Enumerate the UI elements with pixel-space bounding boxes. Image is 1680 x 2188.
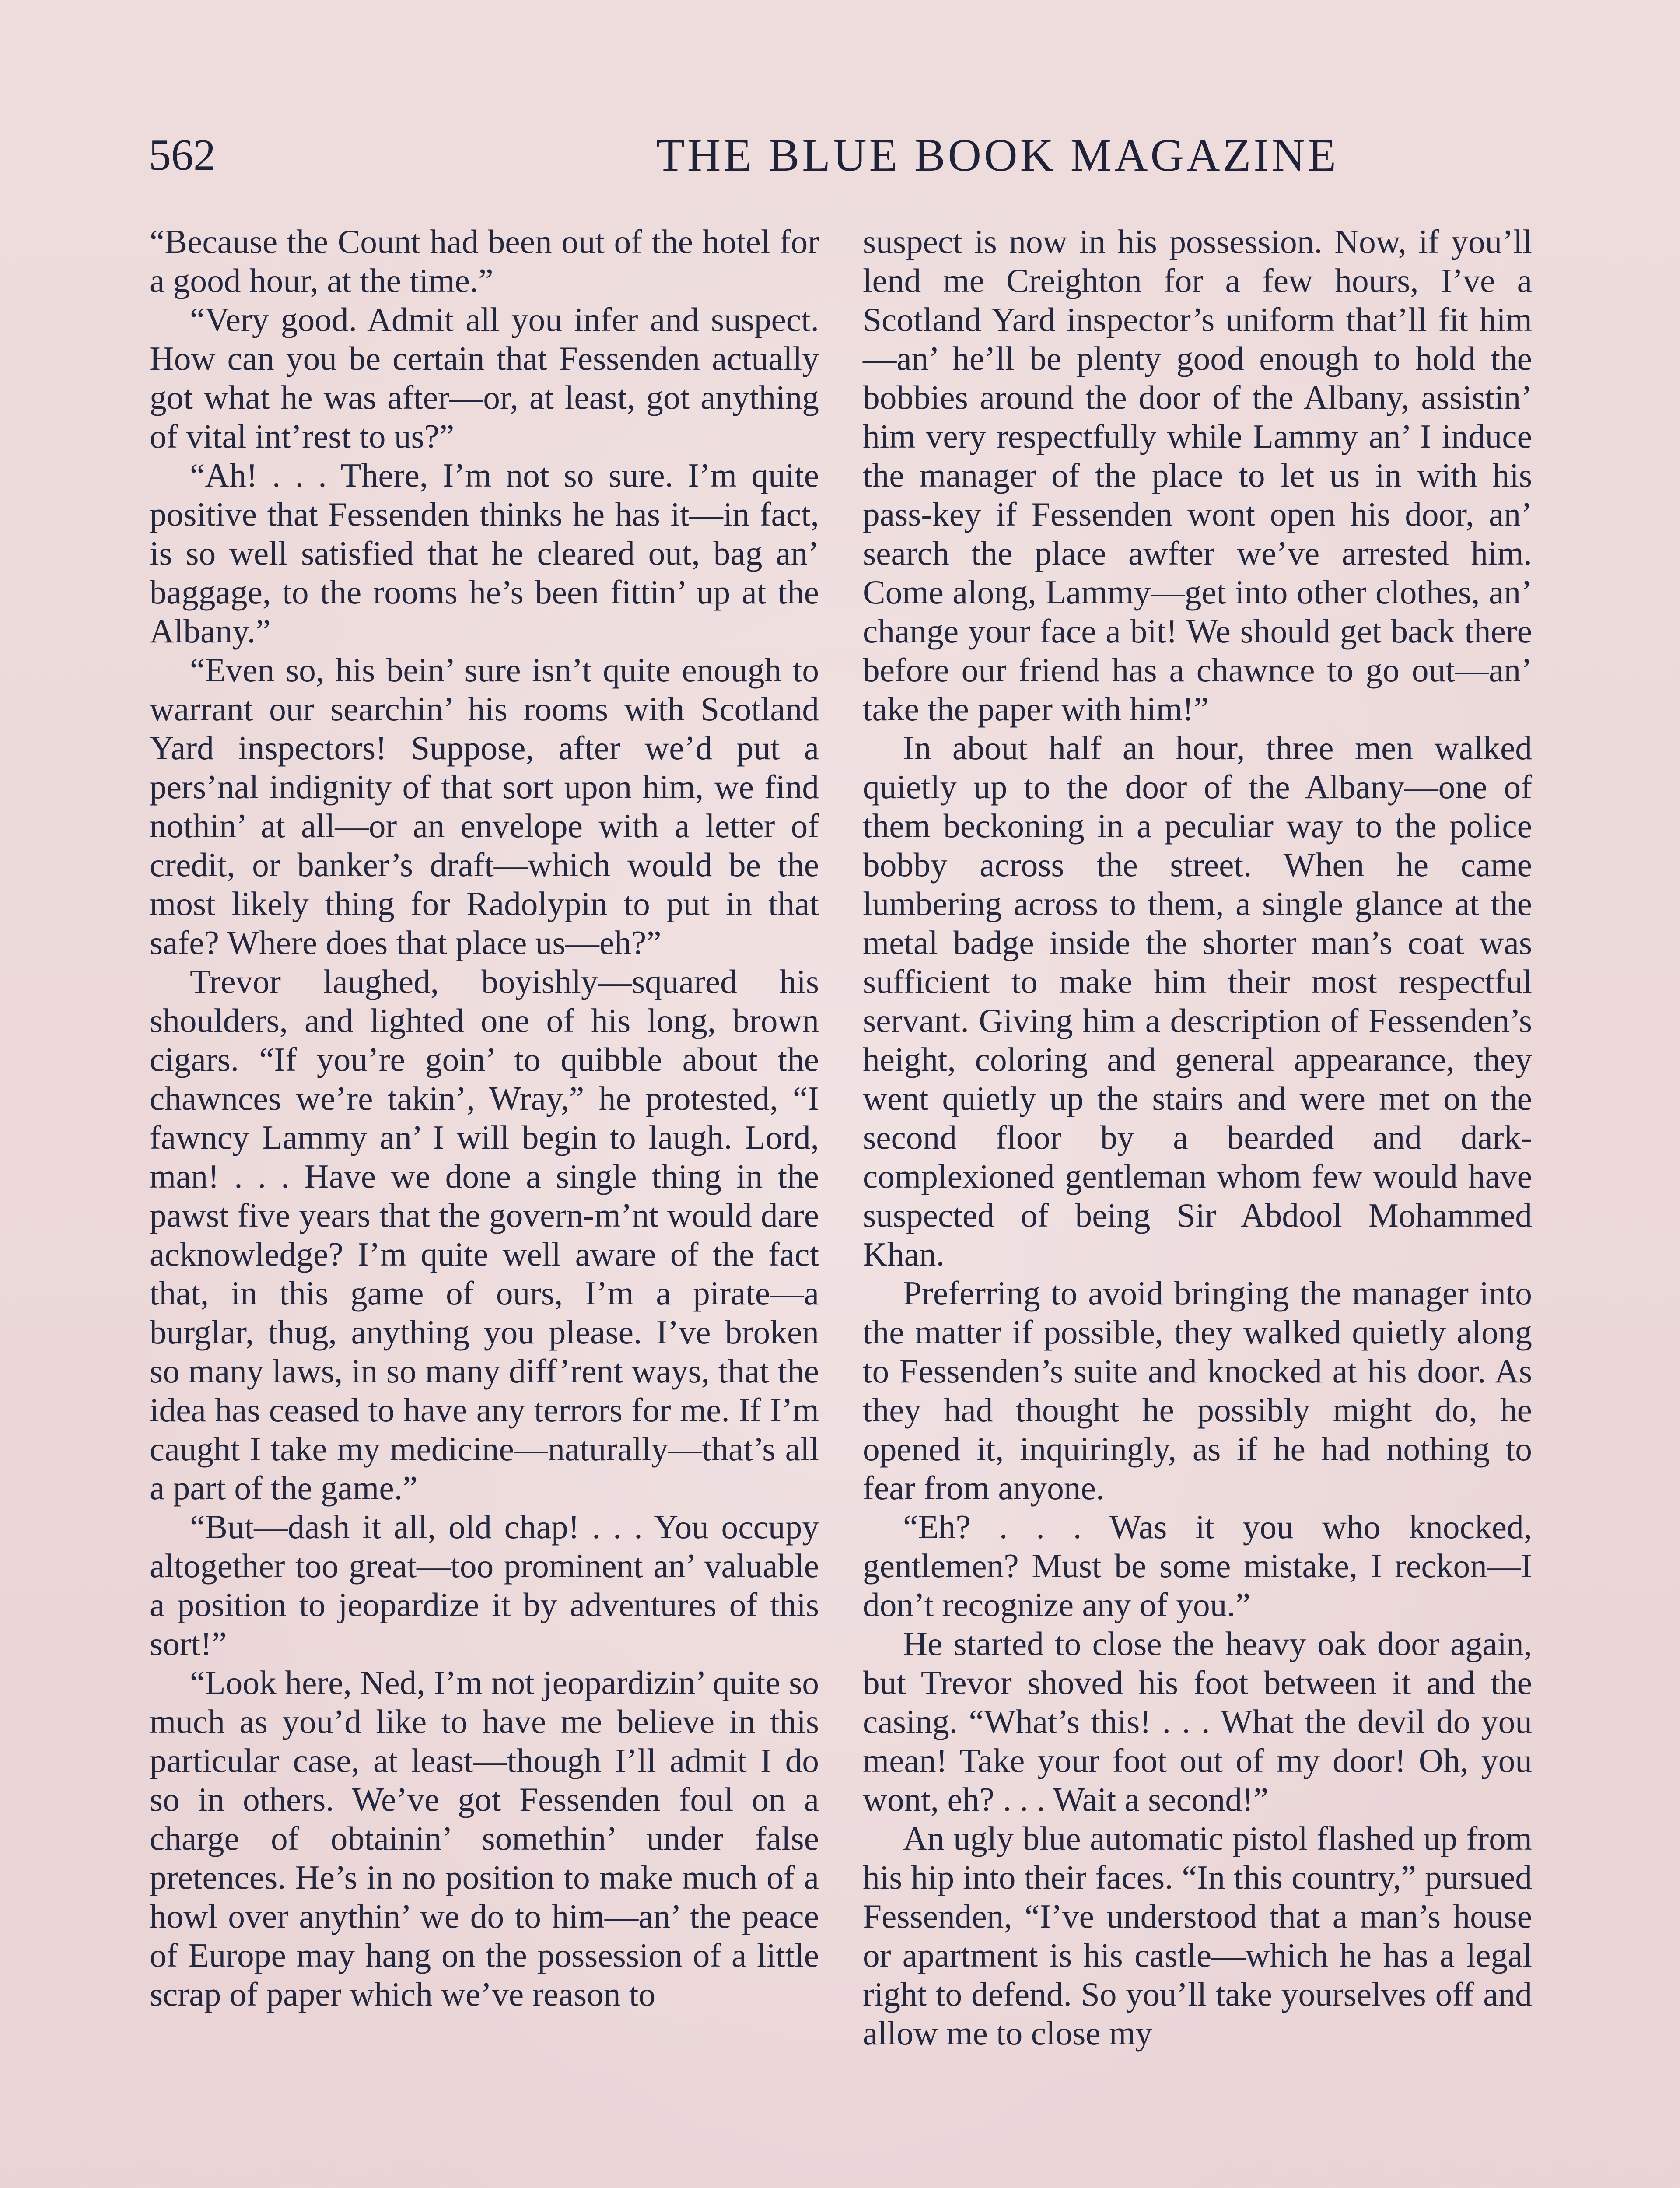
left-column [150, 222, 819, 2014]
paragraph: “Look here, Ned, I’m not jeopardizin’ quite so much as you’d like to have me believe in this particular case, at least—though I’ll admit I do so in others. We’ve got Fessenden foul on a charge of obtainin’ somethin’ under false pretences. He’s in no position to make much of a howl over anythin’ we do to him—an’ the peace of Europe may hang on the possession of a little scrap of paper which we’ve reason to [150, 1664, 819, 2013]
paragraph: Preferring to avoid bringing the manager into the matter if possible, they walked quietly along to Fessenden’s suite and knocked at his door. As they had thought he possibly might do, he opened it, inquiringly, as if he had nothing to fear from anyone. [863, 1274, 1532, 1507]
paragraph: “Ah! . . . There, I’m not so sure. I’m quite positive that Fessenden thinks he has it—in fact, is so well satisfied that he cleared out, bag an’ baggage, to the rooms he’s been fittin’ up at the Albany.” [150, 456, 819, 650]
paragraph: suspect is now in his possession. Now, if you’ll lend me Creighton for a few hours, I’ve a Scotland Yard inspector’s uniform that’ll fit him—an’ he’ll be plenty good enough to hold the bobbies around the door of the Albany, assistin’ him very respectfully while Lammy an’ I induce the manager of the place to let us in with his pass-key if Fessenden wont open his door, an’ search the place awfter we’ve arrested him. Come along, Lammy—get into other clothes, an’ change your face a bit! We should get back there before our friend has a chawnce to go out—an’ take the paper with him!” [863, 223, 1532, 728]
paragraph: “Eh? . . . Was it you who knocked, gentlemen? Must be some mistake, I reckon—I don’t recognize any of you.” [863, 1508, 1532, 1623]
paragraph: “But—dash it all, old chap! . . . You occupy altogether too great—too prominent an’ valuable a position to jeopardize it by adventures of this sort!” [150, 1508, 819, 1662]
paragraph: “Even so, his bein’ sure isn’t quite enough to warrant our searchin’ his rooms with Scotland Yard inspectors! Suppose, after we’d put a pers’nal indignity of that sort upon him, we find nothin’ at all—or an envelope with a letter of credit, or banker’s draft—which would be the most likely thing for Radolypin to put in that safe? Where does that place us—eh?” [150, 651, 819, 961]
right-column [863, 222, 1532, 2053]
paragraph: An ugly blue automatic pistol flashed up from his hip into their faces. “In this country,” pursued Fessenden, “I’ve understood that a man’s house or apartment is his castle—which he has a legal right to defend. So you’ll take yourselves off and allow me to close my [863, 1820, 1532, 2052]
page-number: 562 [149, 130, 216, 180]
magazine-title: THE BLUE BOOK MAGAZINE [656, 130, 1339, 181]
paragraph: “Because the Count had been out of the hotel for a good hour, at the time.” [150, 223, 819, 299]
paragraph: He started to close the heavy oak door again, but Trevor shoved his foot between it and the casing. “What’s this! . . . What the devil do you mean! Take your foot out of my door! Oh, you wont, eh? . . . Wait a second!” [863, 1625, 1532, 1818]
paragraph: “Very good. Admit all you infer and suspect. How can you be certain that Fessenden actually got what he was after—or, at least, got anything of vital int’rest to us?” [150, 301, 819, 455]
paragraph: Trevor laughed, boyishly—squared his shoulders, and lighted one of his long, brown cigars. “If you’re goin’ to quibble about the chawnces we’re takin’, Wray,” he protested, “I fawncy Lammy an’ I will begin to laugh. Lord, man! . . . Have we done a single thing in the pawst five years that the govern-m’nt would dare acknowledge? I’m quite well aware of the fact that, in this game of ours, I’m a pirate—a burglar, thug, anything you please. I’ve broken so many laws, in so many diff’rent ways, that the idea has ceased to have any terrors for me. If I’m caught I take my medicine—naturally—that’s all a part of the game.” [150, 963, 819, 1507]
running-head [149, 127, 1540, 184]
paragraph: In about half an hour, three men walked quietly up to the door of the Albany—one of them beckoning in a peculiar way to the police bobby across the street. When he came lumbering across to them, a single glance at the metal badge inside the shorter man’s coat was sufficient to make him their most respectful servant. Giving him a description of Fessenden’s height, coloring and general appearance, they went quietly up the stairs and were met on the second floor by a bearded and dark-complexioned gentleman whom few would have suspected of being Sir Abdool Mohammed Khan. [863, 729, 1532, 1273]
